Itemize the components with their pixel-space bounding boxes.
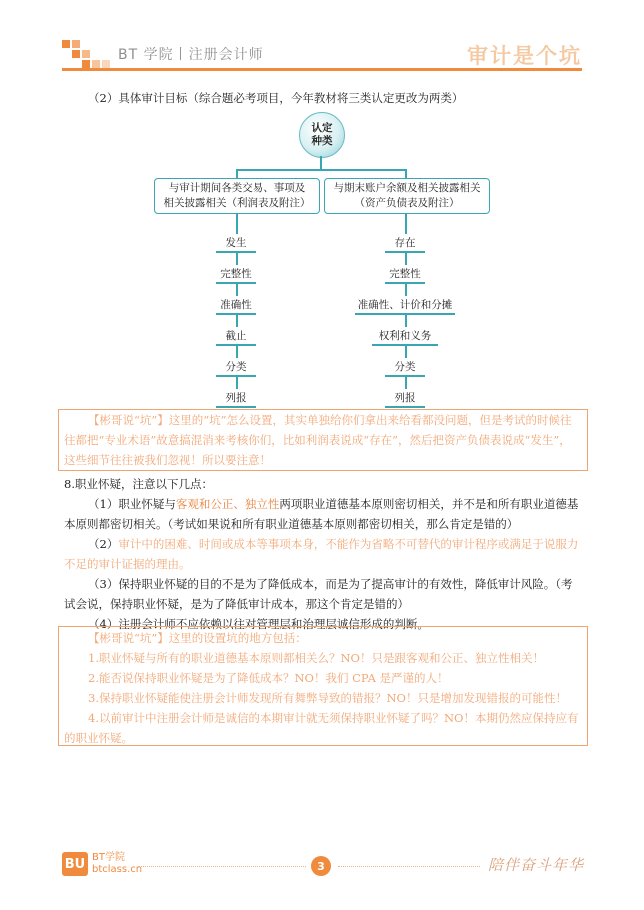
point-2-highlight: 审计中的困难、时间或成本等事项本身，不能作为省略不可替代的审计程序或满足于说服力不足的审计证据的理由。 [64, 537, 579, 571]
right-item-accuracy-valuation: 准确性、计价和分摊 [349, 296, 461, 313]
footer-divider-right [338, 866, 480, 867]
note-2-item-2: 2.能否说保持职业怀疑是为了降低成本？NO！我们 CPA 是严谨的人！ [88, 671, 449, 685]
assertion-diagram [140, 112, 520, 408]
section-8-point-2 [64, 534, 584, 574]
root-label-2: 种类 [311, 135, 333, 147]
leaf-underline [372, 344, 438, 346]
leaf-underline [216, 375, 256, 377]
connector [320, 156, 322, 170]
right-item-classification: 分类 [379, 358, 431, 375]
left-item-classification: 分类 [210, 358, 262, 375]
footer-slogan: 陪伴奋斗年华 [488, 856, 585, 874]
leaf-underline [216, 313, 256, 315]
leaf-underline [216, 282, 256, 284]
right-item-existence: 存在 [379, 234, 431, 251]
point-1-part-a: （1）职业怀疑与 [88, 497, 176, 511]
category-balance-sheet [324, 178, 490, 214]
section-8-point-4: （4）注册会计师不应依赖以往对管理层和治理层诚信形成的判断。 [88, 617, 429, 631]
leaf-underline [385, 282, 425, 284]
note-2-item-1: 1.职业怀疑与所有的职业道德基本原则都相关么？NO！只是跟客观和公正、独立性相关！ [88, 651, 544, 665]
category-left-line-1: 与审计期间各类交易、事项及 [168, 182, 306, 194]
root-label-1: 认定 [311, 122, 333, 134]
leaf-underline [355, 313, 455, 315]
leaf-underline [216, 251, 256, 253]
section-8-point-1 [64, 494, 584, 534]
left-item-presentation: 列报 [210, 389, 262, 406]
page-header [0, 0, 644, 80]
leaf-underline [216, 344, 256, 346]
right-item-rights-obligations: 权利和义务 [366, 327, 444, 344]
note-2-title: 【彬哥说“坑”】这里的设置坑的地方包括： [88, 631, 307, 645]
footer-brand-url: btclass.cn [92, 864, 143, 875]
left-item-occurrence: 发生 [210, 234, 262, 251]
header-divider [62, 68, 582, 71]
footer-logo-icon: BU [62, 852, 88, 876]
section-8-point-3: （3）保持职业怀疑的目的不是为了降低成本，而是为了提高审计的有效性，降低审计风险。（考试会说，保持职业怀疑，是为了降低审计成本，那这个肯定是错的） [64, 577, 573, 611]
header-slogan: 审计是个坑 [467, 44, 582, 68]
leaf-underline [385, 375, 425, 377]
note-2-item-3: 3.保持职业怀疑能使注册会计师发现所有舞弊导致的错报？NO！只是增加发现错报的可能性！ [88, 691, 567, 705]
leaf-underline [385, 251, 425, 253]
category-left-line-2: 相关披露相关（利润表及附注） [163, 197, 311, 209]
connector [236, 169, 406, 171]
intro-line: （2）具体审计目标（综合题必考项目，今年教材将三类认定更改为两类） [88, 91, 464, 105]
note-1-text: 【彬哥说“坑”】这里的“坑”怎么设置，其实单独给你们拿出来给看都没问题，但是考试的时候往往都把“专业术语”故意搞混消来考核你们，比如利润表说成“存在”，然后把资产负债表说成“发生”，这些细节往往被我们忽视！所以要注意！ [64, 413, 572, 467]
header-brand: BT 学院丨注册会计师 [118, 47, 264, 63]
leaf-underline [385, 406, 425, 408]
left-item-completeness: 完整性 [210, 265, 262, 282]
category-income-statement [154, 178, 320, 214]
footer-brand-name: BT学院 [92, 852, 125, 863]
right-item-presentation: 列报 [379, 389, 431, 406]
category-right-line-2: （资产负债表及附注） [354, 197, 460, 209]
leaf-underline [216, 406, 256, 408]
section-8-title: 8.职业怀疑，注意以下几点： [64, 477, 213, 491]
brand-logo-icon [62, 40, 112, 70]
right-item-completeness: 完整性 [379, 265, 431, 282]
left-item-accuracy: 准确性 [210, 296, 262, 313]
category-right-line-1: 与期末账户余额及相关披露相关 [333, 182, 481, 194]
footer-divider-left [138, 866, 306, 867]
footer-brand [92, 852, 142, 876]
root-node [299, 112, 345, 158]
note-2-item-4: 4.以前审计中注册会计师是诚信的本期审计就无须保持职业怀疑了吗？NO！本期仍然应保持应有的职业怀疑。 [64, 711, 579, 745]
left-item-cutoff: 截止 [210, 327, 262, 344]
point-1-part-c: 两项职业道德基本原则密切相关，并不是和所有职业道德基本原则都密切相关。（考试如果说和所有职业道德基本原则都密切相关，那么肯定是错的） [64, 497, 579, 531]
point-1-highlight: 客观和公正、独立性 [175, 497, 280, 511]
page-number: 3 [311, 856, 331, 876]
point-2-number: （2） [88, 537, 119, 551]
